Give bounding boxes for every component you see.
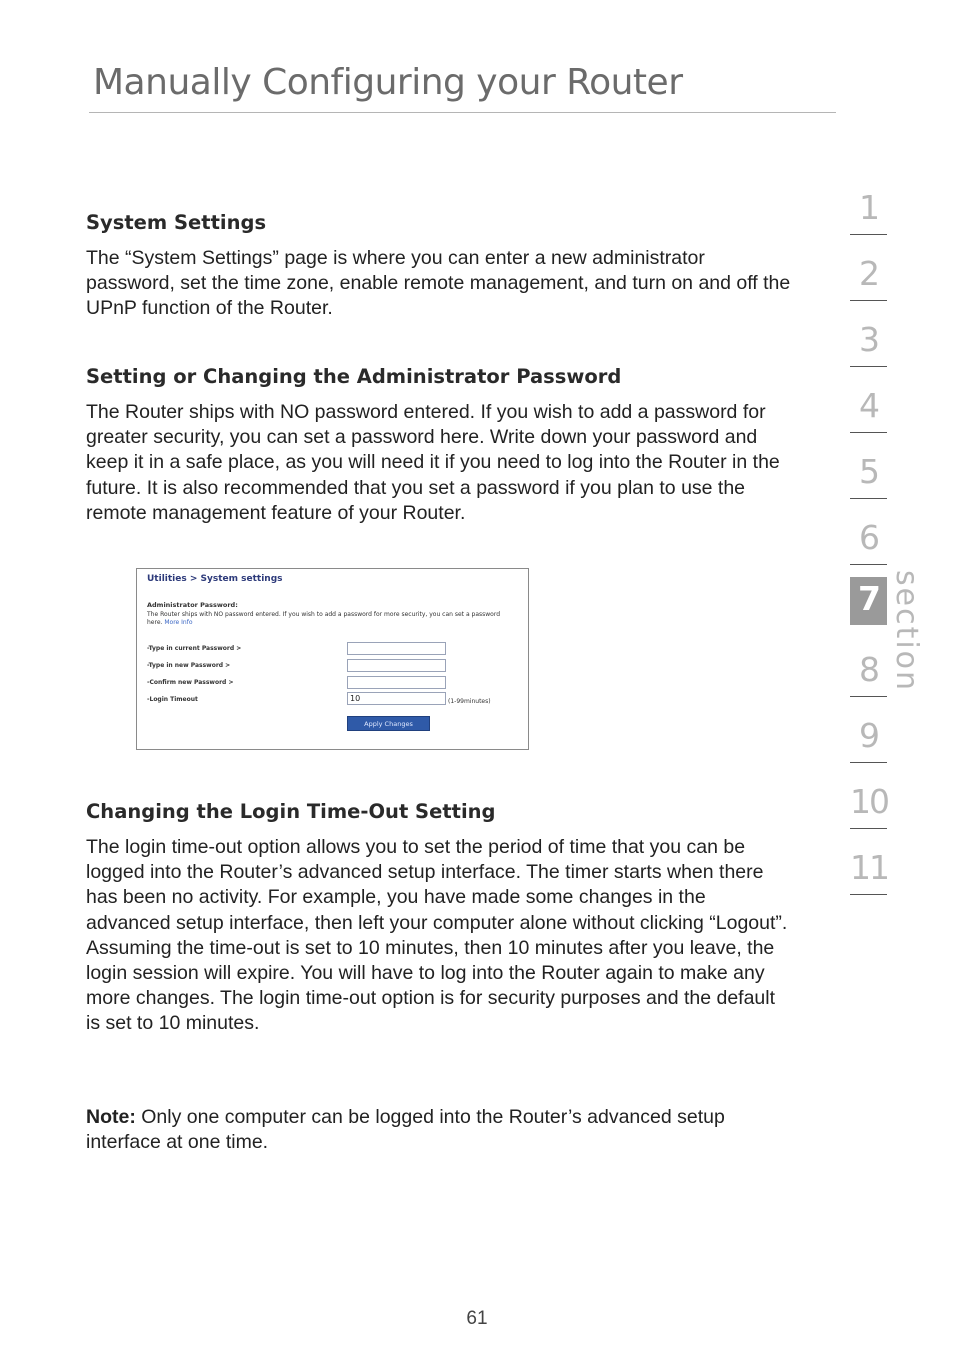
section-nav-item-3	[850, 318, 887, 384]
section-number: 2	[859, 254, 878, 293]
section-number: 10	[850, 782, 888, 821]
paragraph-system-settings: The “System Settings” page is where you can enter a new administrator password, set the time zone, enable remote management, and turn on and off the UPnP function of the Router.	[86, 247, 791, 320]
current-password-field	[347, 642, 446, 655]
section-divider	[850, 564, 887, 565]
section-divider	[850, 498, 887, 499]
new-password-field	[347, 659, 446, 672]
section-divider	[850, 894, 887, 895]
section-divider	[850, 234, 887, 235]
page-number: 61	[466, 1308, 488, 1329]
section-divider	[850, 696, 887, 697]
screenshot-breadcrumb: Utilities > System settings	[147, 574, 283, 584]
note-paragraph	[86, 1105, 791, 1155]
section-number: 9	[859, 716, 878, 755]
section-nav-item-6	[850, 516, 887, 582]
section-number: 5	[859, 452, 878, 491]
heading-admin-password: Setting or Changing the Administrator Password	[86, 365, 622, 388]
paragraph-admin-password: The Router ships with NO password entered. If you wish to add a password for greater security, you can set a password here. Write down your password and keep it in a safe place, as you will need it if you need to log into the Router in the future. It is also recommended that you set a password if you plan to use the remote management feature of your Router.	[86, 401, 780, 524]
section-nav-item-11	[850, 846, 887, 912]
section-nav	[850, 186, 887, 912]
section-number: 1	[859, 188, 878, 227]
section-nav-item-2	[850, 252, 887, 318]
section-divider	[850, 762, 887, 763]
login-timeout-unit: (1-99minutes)	[448, 698, 491, 705]
section-nav-item-4	[850, 384, 887, 450]
section-divider	[850, 300, 887, 301]
current-password-label: -Type in current Password >	[147, 645, 242, 652]
login-timeout-label: -Login Timeout	[147, 696, 198, 703]
note-label: Note:	[86, 1106, 136, 1128]
apply-changes-button: Apply Changes	[347, 716, 430, 731]
section-nav-item-1	[850, 186, 887, 252]
section-divider	[850, 828, 887, 829]
section-number-active: 7	[850, 577, 887, 625]
confirm-password-field	[347, 676, 446, 689]
new-password-label: -Type in new Password >	[147, 662, 231, 669]
heading-system-settings: System Settings	[86, 211, 267, 234]
section-divider	[850, 432, 887, 433]
note-text: Only one computer can be logged into the Router’s advanced setup interface at one time.	[86, 1106, 725, 1154]
section-number: 8	[859, 650, 878, 689]
more-info-link: More Info	[164, 619, 193, 626]
section-divider	[850, 366, 887, 367]
section-nav-item-9	[850, 714, 887, 780]
section-nav-item-8	[850, 648, 887, 714]
screenshot-description-text: The Router ships with NO password entered. If you wish to add a password for more security, you can set a password here.	[147, 611, 501, 626]
paragraph-login-timeout: The login time-out option allows you to set the period of time that you can be logged into the Router’s advanced setup interface. The timer starts when there has been no activity. For example, you have made some changes in the advanced setup interface, then left your computer alone without clicking “Logout”. Assuming the time-out is set to 10 minutes, then 10 minutes after you leave, the login session will expire. You will have to log into the Router again to make any more changes. The login time-out option is for security purposes and the default is set to 10 minutes.	[86, 836, 788, 1035]
section-number: 6	[859, 518, 878, 557]
section-number: 4	[859, 386, 878, 425]
title-divider	[89, 112, 836, 113]
section-number: 3	[859, 320, 878, 359]
screenshot-subheading: Administrator Password:	[147, 601, 238, 609]
heading-login-timeout: Changing the Login Time-Out Setting	[86, 800, 496, 823]
section-nav-item-5	[850, 450, 887, 516]
login-timeout-field: 10	[347, 692, 446, 705]
section-nav-item-10	[850, 780, 887, 846]
router-settings-screenshot	[136, 568, 529, 750]
screenshot-description	[147, 611, 517, 627]
section-nav-item-7-active	[850, 579, 887, 648]
confirm-password-label: -Confirm new Password >	[147, 679, 234, 686]
page-title: Manually Configuring your Router	[93, 62, 683, 103]
section-label: section	[889, 570, 924, 693]
section-number: 11	[850, 848, 888, 887]
